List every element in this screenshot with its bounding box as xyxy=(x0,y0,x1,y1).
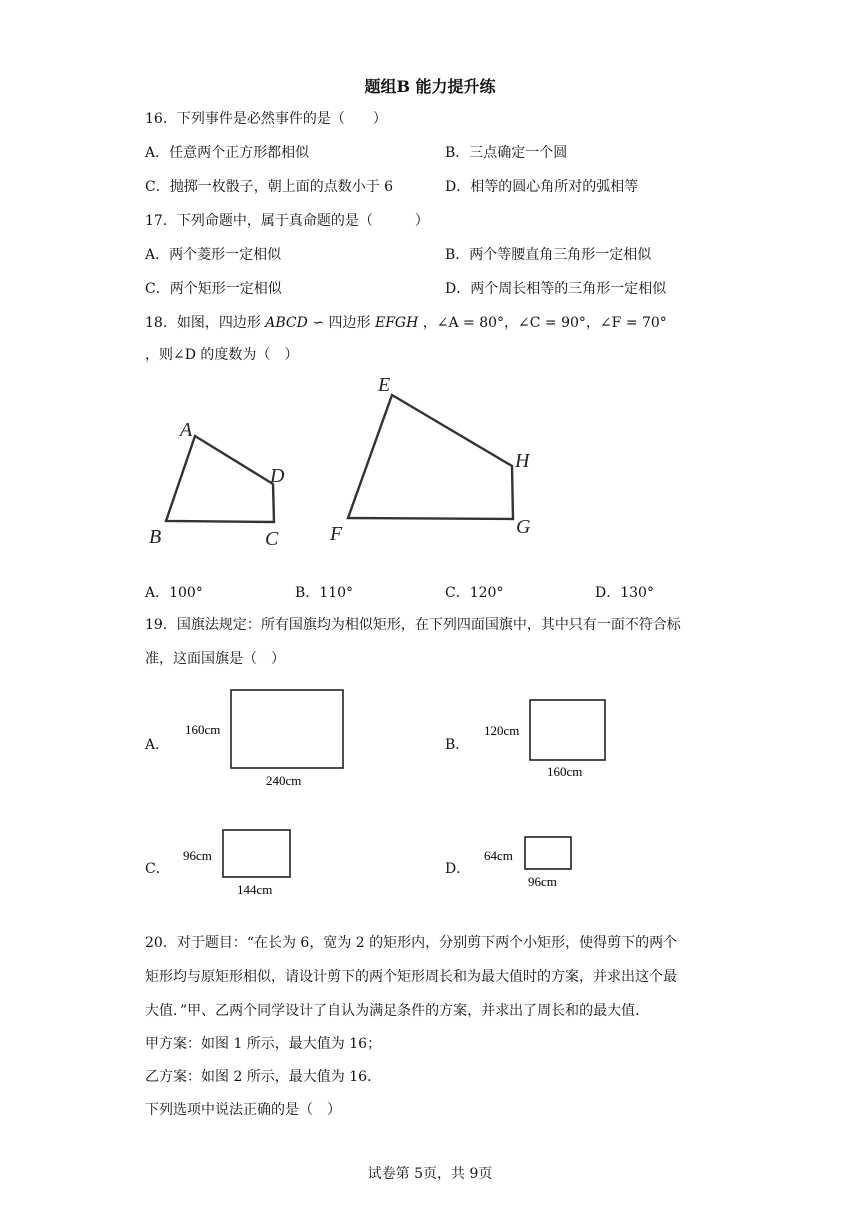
q18-stem-line2: ，则∠D 的度数为（ ） xyxy=(145,347,299,363)
q17-option-d: D．两个周长相等的三角形一定相似 xyxy=(445,281,667,297)
flag-a-width: 240cm xyxy=(266,773,302,788)
q19-option-a-letter: A． xyxy=(145,737,170,753)
q18-quadrilaterals-figure xyxy=(140,370,560,560)
q18-option-c: C．120° xyxy=(445,585,504,601)
q19-flag-b-figure xyxy=(480,690,630,790)
q17-option-a: A．两个菱形一定相似 xyxy=(145,247,282,263)
q20-stem-line2: 矩形均与原矩形相似，请设计剪下的两个矩形周长和为最大值时的方案，并求出这个最 xyxy=(145,969,677,985)
label-b: B xyxy=(149,526,162,548)
flag-d-rect xyxy=(525,837,571,869)
q18-conditions: ，∠A = 80°，∠C = 90°，∠F = 70° xyxy=(418,315,667,331)
q20-stem-line1: 20．对于题目：“在长为 6，宽为 2 的矩形内，分别剪下两个小矩形，使得剪下的两个 xyxy=(145,935,678,951)
q18-similar: ∽ 四边形 xyxy=(307,315,375,331)
flag-a-rect xyxy=(231,690,343,768)
q18-stem-prefix: 18．如图，四边形 xyxy=(145,315,266,331)
q20-plan-jia: 甲方案：如图 1 所示，最大值为 16； xyxy=(145,1036,382,1052)
flag-d-height: 64cm xyxy=(484,848,513,863)
q18-quad1: ABCD xyxy=(265,315,308,331)
q16-option-b: B．三点确定一个圆 xyxy=(445,145,568,161)
label-e: E xyxy=(378,374,391,396)
flag-d-width: 96cm xyxy=(528,874,557,889)
q18-stem xyxy=(145,312,667,332)
label-f: F xyxy=(330,523,343,545)
label-h: H xyxy=(515,450,530,472)
label-c: C xyxy=(265,528,279,550)
q18-option-a: A．100° xyxy=(145,585,203,601)
q16-option-d: D．相等的圆心角所对的弧相等 xyxy=(445,179,639,195)
label-d: D xyxy=(270,465,285,487)
page-footer: 试卷第 5页，共 9页 xyxy=(367,1166,493,1182)
q20-stem-line3: 大值．”甲、乙两个同学设计了自认为满足条件的方案，并求出了周长和的最大值． xyxy=(145,1003,650,1019)
q17-stem: 17．下列命题中，属于真命题的是（ ） xyxy=(145,213,429,229)
flag-b-rect xyxy=(530,700,605,760)
section-title: 题组B 能力提升练 xyxy=(364,77,496,96)
flag-c-rect xyxy=(223,830,290,877)
q19-flag-a-figure xyxy=(180,685,360,795)
flag-c-height: 96cm xyxy=(183,848,212,863)
q16-stem: 16．下列事件是必然事件的是（ ） xyxy=(145,111,387,127)
label-a: A xyxy=(180,419,193,441)
q19-flag-c-figure xyxy=(180,822,310,902)
flag-b-width: 160cm xyxy=(547,764,583,779)
quadrilateral-abcd xyxy=(166,436,274,522)
q19-option-d-letter: D． xyxy=(445,861,471,877)
q19-flag-d-figure xyxy=(480,830,590,900)
q20-plan-yi: 乙方案：如图 2 所示，最大值为 16． xyxy=(145,1069,382,1085)
q18-quad2: EFGH xyxy=(374,315,419,331)
q19-stem-line1: 19．国旗法规定：所有国旗均为相似矩形，在下列四面国旗中，其中只有一面不符合标 xyxy=(145,617,681,633)
flag-b-height: 120cm xyxy=(484,723,520,738)
flag-a-height: 160cm xyxy=(185,722,221,737)
q17-option-c: C．两个矩形一定相似 xyxy=(145,281,282,297)
q16-option-a: A．任意两个正方形都相似 xyxy=(145,145,310,161)
label-g: G xyxy=(516,516,531,538)
q20-question: 下列选项中说法正确的是（ ） xyxy=(145,1102,341,1118)
flag-c-width: 144cm xyxy=(237,882,273,897)
q19-stem-line2: 准，这面国旗是（ ） xyxy=(145,651,285,667)
q16-option-c: C．抛掷一枚骰子，朝上面的点数小于 6 xyxy=(145,179,394,195)
q19-option-c-letter: C． xyxy=(145,861,170,877)
q18-option-d: D．130° xyxy=(595,585,654,601)
q19-option-b-letter: B． xyxy=(445,737,470,753)
q17-option-b: B．两个等腰直角三角形一定相似 xyxy=(445,247,652,263)
quadrilateral-efgh xyxy=(348,395,513,519)
q18-option-b: B．110° xyxy=(295,585,354,601)
